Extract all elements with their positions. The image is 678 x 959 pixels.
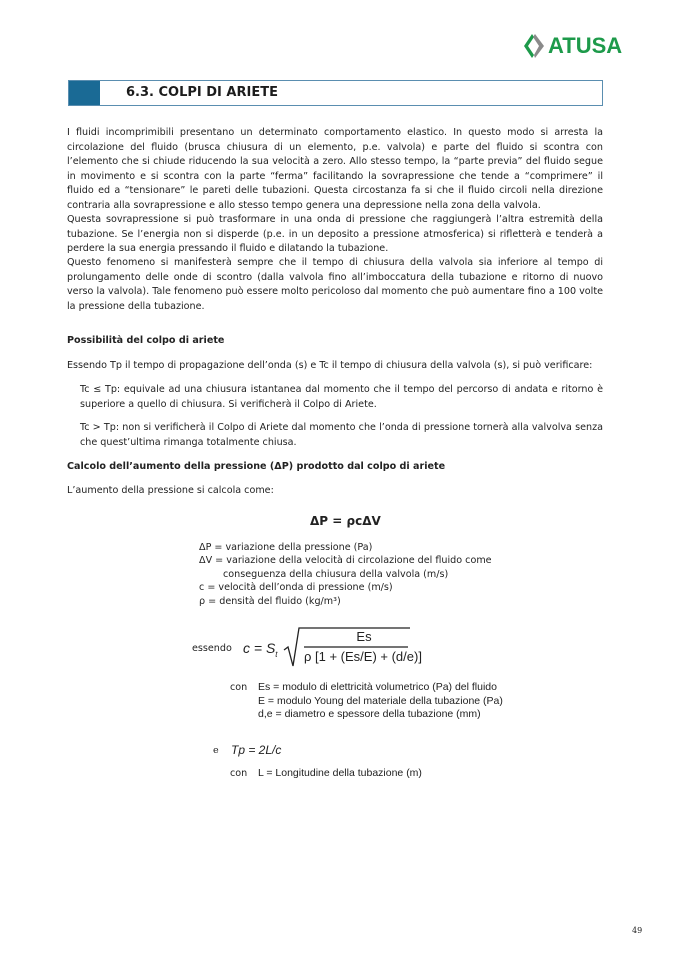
atusa-logo <box>523 33 622 59</box>
def-delta-v-cont: conseguenza della chiusura della valvola (m/s) <box>223 568 449 580</box>
tp-formula: Tp = 2L/c <box>231 743 282 757</box>
paragraph-2: Questa sovrapressione si può trasformare in una onda di pressione che raggiungerà l’altra estremità della tubazione. Se l’energia non si disperde (p.e. in un deposito a pressione atmosferica) si rifletterà e tenderà a perdere la sua energia pressando il fluido e dilatando la tubazione. <box>67 214 603 254</box>
calc-intro: L’aumento della pressione si calcola come: <box>67 485 274 496</box>
con-definitions <box>258 681 503 722</box>
def-es: Es = modulo di elettricità volumetrico (Pa) del fluido <box>258 681 497 693</box>
c-numerator: Es <box>356 629 372 644</box>
def-e: E = modulo Young del materiale della tubazione (Pa) <box>258 694 503 707</box>
section-header <box>68 80 603 106</box>
page-number: 49 <box>632 926 643 935</box>
con-label-2: con <box>230 768 248 779</box>
possibility-intro: Essendo Tp il tempo di propagazione dell’onda (s) e Tc il tempo di chiusura della valvola (s), si può verificare: <box>67 360 593 371</box>
def-c: c = velocità dell’onda di pressione (m/s) <box>199 582 393 594</box>
e-label: e <box>213 745 219 756</box>
section-accent-block <box>69 81 100 105</box>
def-rho: ρ = densità del fluido (kg/m³) <box>199 595 341 607</box>
logo-text: ATUSA <box>548 33 623 58</box>
case-tc-le-tp: Tc ≤ Tp: equivale ad una chiusura istantanea dal momento che il tempo del percorso di andata e ritorno è superiore a quello di chiusura. Si verificherà il Colpo di Ariete. <box>80 384 603 410</box>
c-lhs-sub: t <box>275 649 278 659</box>
def-d-e: d,e = diametro e spessore della tubazione (mm) <box>258 708 481 720</box>
logo-chevrons-icon <box>523 33 545 59</box>
essendo-label: essendo <box>192 643 232 654</box>
con-label-1: con <box>230 682 248 693</box>
pressure-formula: ΔP = ρcΔV <box>310 514 381 528</box>
section-title: 6.3. COLPI DI ARIETE <box>126 85 278 100</box>
calc-heading: Calcolo dell’aumento della pressione (ΔP) prodotto dal colpo di ariete <box>67 461 446 472</box>
possibility-heading: Possibilità del colpo di ariete <box>67 335 225 346</box>
c-lhs: c = S <box>243 640 276 656</box>
paragraph-3: Questo fenomeno si manifesterà sempre che il tempo di chiusura della valvola sia inferiore al tempo di prolungamento delle onde di scontro (dalla valvola fino all’imboccatura della tubazione e ritorno di nuovo verso la valvola). Tale fenomeno può essere molto pericoloso dal momento che può aumentare fino a 100 volte la pressione della tubazione. <box>67 257 603 312</box>
c-denominator: ρ [1 + (Es/E) + (d/e)] <box>304 649 422 664</box>
case-tc-gt-tp: Tc > Tp: non si verificherà il Colpo di Ariete dal momento che l’onda di pressione tornerà alla valvolva senza che quest’ultima rimanga totalmente chiusa. <box>80 422 603 448</box>
paragraph-1: I fluidi incomprimibili presentano un determinato comportamento elastico. In questo modo si arresta la circolazione del fluido (brusca chiusura di un elemento, p.e. valvola) e parte del fluido si scontra con l’elemento che si chiude riducendo la sua velocità a zero. Allo stesso tempo, la “parte previa” del fluido segue in movimento e si scontra con la parte “ferma” facilitando la sovrapressione che tende a “comprimere” il fluido ed a “tensionare” le pareti delle tubazioni. Questa circostanza fa si che il fluido circoli nella direzione contraria alla sovrapressione e allo stesso tempo genera una depressione nella zona della valvola. <box>67 127 603 211</box>
def-l: L = Longitudine della tubazione (m) <box>258 767 422 779</box>
def-delta-v: ΔV = variazione della velocità di circolazione del fluido come <box>199 555 492 567</box>
def-delta-p: ΔP = variazione della pressione (Pa) <box>199 542 373 553</box>
formula-definitions <box>199 541 492 608</box>
c-formula-lhs <box>243 640 278 659</box>
